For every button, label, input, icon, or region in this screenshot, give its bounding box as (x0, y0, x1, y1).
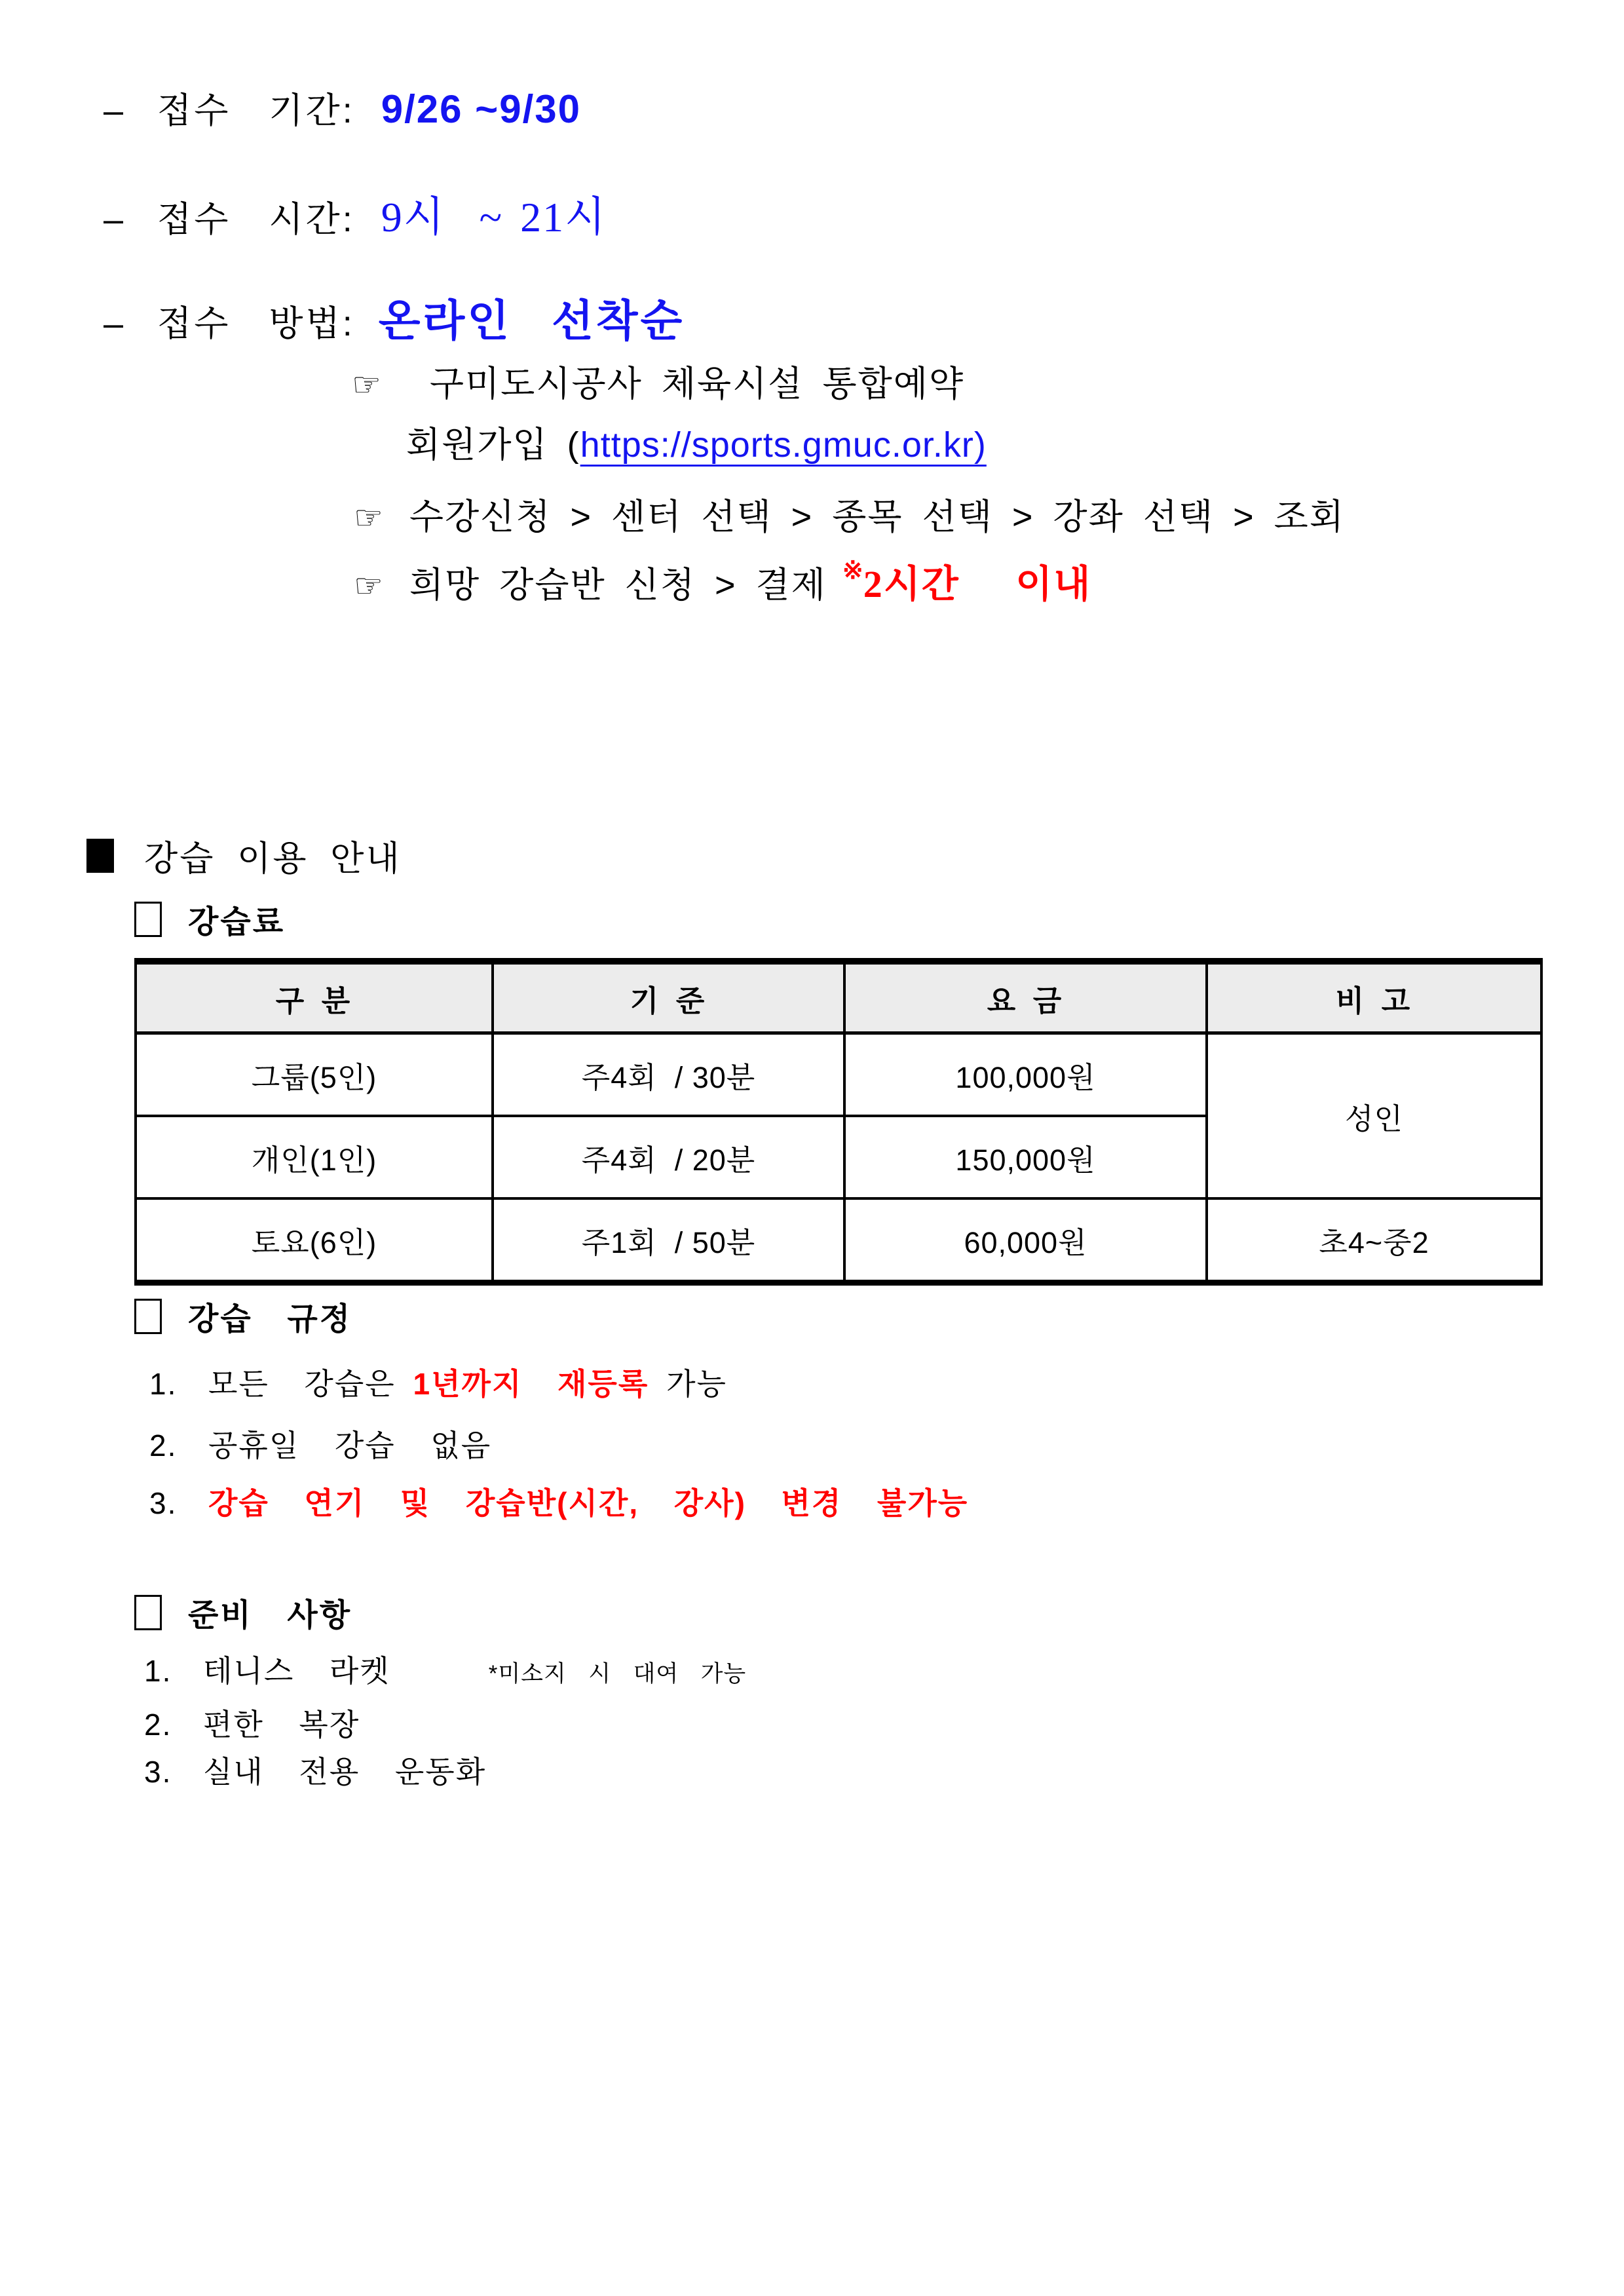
prep-subsection-title: 준비 사항 (188, 1598, 352, 1633)
rule-2-text: 공휴일 강습 없음 (208, 1428, 492, 1463)
fee-cell-category: 그룹(5인) (136, 1033, 493, 1117)
white-square-bullet-icon (134, 1299, 162, 1334)
table-row (136, 1033, 1541, 1117)
registration-method-label: 접수 방법: (157, 304, 355, 343)
rule-item-3 (149, 1480, 968, 1523)
step-signup-url-line (406, 417, 987, 467)
fee-table-header-row (136, 961, 1541, 1033)
prep-item-2 (144, 1701, 360, 1744)
fee-subsection-title: 강습료 (188, 905, 286, 940)
signup-prefix: 회원가입 ( (406, 425, 580, 465)
payment-deadline-warning: 2시간 이내 (863, 563, 1092, 605)
item-number: 2. (149, 1428, 178, 1463)
fee-cell-basis: 주1회 / 50분 (493, 1198, 844, 1283)
fee-table-header-category: 구 분 (136, 961, 493, 1033)
step-course-select-line (354, 489, 1345, 539)
fee-cell-remark-kids: 초4~중2 (1207, 1198, 1541, 1283)
step-payment-line (354, 553, 1091, 608)
fee-table-header-basis: 기 준 (493, 961, 844, 1033)
guide-section-title: 강습 이용 안내 (144, 839, 402, 878)
item-number: 1. (149, 1367, 178, 1401)
fee-table-header-remark: 비 고 (1207, 961, 1541, 1033)
dash-bullet: – (104, 91, 124, 130)
fee-table (134, 958, 1543, 1286)
guide-section-header (86, 831, 402, 881)
registration-time-label: 접수 시간: (157, 200, 355, 239)
prep-3-text: 실내 전용 운동화 (203, 1755, 487, 1789)
pointer-finger-icon: ☞ (354, 567, 383, 604)
fee-cell-fee: 100,000원 (844, 1033, 1207, 1117)
rule-3-warning-text: 강습 연기 및 강습반(시간, 강사) 변경 불가능 (208, 1486, 969, 1520)
dash-bullet: – (104, 200, 124, 239)
rule-1-text: 모든 강습은 (208, 1367, 413, 1401)
white-square-bullet-icon (134, 1595, 162, 1630)
fee-cell-fee: 150,000원 (844, 1116, 1207, 1198)
rule-1-text-end: 가능 (649, 1367, 727, 1401)
registration-method-line (104, 286, 685, 348)
rules-subsection-header (134, 1293, 352, 1339)
black-square-bullet-icon (86, 839, 114, 873)
registration-period-label: 접수 기간: (157, 91, 355, 130)
registration-period-value: 9/26 ~9/30 (381, 87, 581, 131)
pointer-finger-icon: ☞ (352, 366, 381, 403)
item-number: 3. (149, 1486, 178, 1520)
fee-cell-category: 개인(1인) (136, 1116, 493, 1198)
step-payment-text: 희망 강습반 신청 > 결제 (409, 565, 827, 605)
fee-cell-remark-adult: 성인 (1207, 1033, 1541, 1199)
step-signup-text: 구미도시공사 체육시설 통합예약 (429, 364, 965, 404)
website-link[interactable]: https://sports.gmuc.or.kr) (580, 425, 987, 465)
step-course-select-text: 수강신청 > 센터 선택 > 종목 선택 > 강좌 선택 > 조회 (409, 497, 1345, 537)
registration-method-value: 온라인 선착순 (378, 297, 685, 345)
prep-1-text: 테니스 라켓 (203, 1654, 390, 1688)
fee-cell-fee: 60,000원 (844, 1198, 1207, 1283)
rule-1-highlight: 1년까지 재등록 (413, 1367, 649, 1401)
prep-item-1 (144, 1647, 746, 1691)
white-square-bullet-icon (134, 902, 162, 937)
item-number: 2. (144, 1708, 172, 1742)
registration-period-line (104, 83, 581, 133)
fee-table-header-fee: 요 금 (844, 961, 1207, 1033)
rule-item-1 (149, 1360, 727, 1404)
fee-cell-basis: 주4회 / 20분 (493, 1116, 844, 1198)
item-number: 3. (144, 1755, 172, 1789)
registration-time-line (104, 183, 607, 244)
pointer-finger-icon: ☞ (354, 499, 383, 536)
reference-mark: ※ (842, 557, 863, 584)
fee-cell-category: 토요(6인) (136, 1198, 493, 1283)
item-number: 1. (144, 1654, 172, 1688)
registration-time-value: 9시 ~ 21시 (381, 194, 607, 240)
step-signup-line (352, 356, 964, 406)
table-row (136, 1198, 1541, 1283)
fee-subsection-header (134, 896, 285, 942)
rules-subsection-title: 강습 규정 (188, 1302, 352, 1337)
prep-subsection-header (134, 1590, 352, 1635)
prep-item-3 (144, 1748, 486, 1791)
fee-cell-basis: 주4회 / 30분 (493, 1033, 844, 1117)
rule-item-2 (149, 1422, 491, 1465)
prep-1-note: *미소지 시 대여 가능 (488, 1661, 747, 1687)
dash-bullet: – (104, 304, 124, 343)
prep-2-text: 편한 복장 (203, 1708, 360, 1742)
